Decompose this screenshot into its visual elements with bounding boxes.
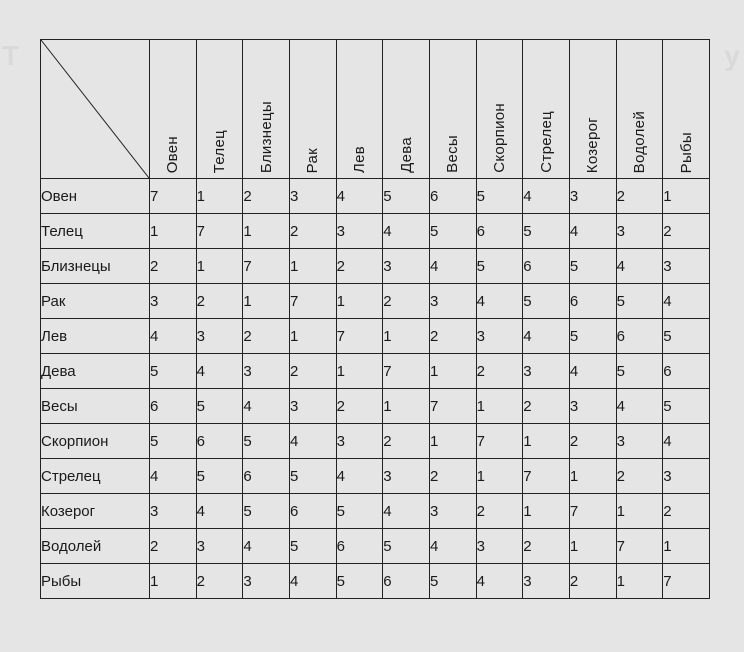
table-cell: 4	[569, 214, 616, 249]
table-cell: 4	[289, 564, 336, 599]
table-cell: 7	[196, 214, 243, 249]
table-cell: 4	[336, 179, 383, 214]
table-cell: 1	[476, 459, 523, 494]
table-cell: 6	[523, 249, 570, 284]
table-cell: 6	[429, 179, 476, 214]
row-header: Скорпион	[41, 424, 150, 459]
column-header-scorpio: Скорпион	[476, 40, 523, 179]
table-cell: 1	[289, 249, 336, 284]
table-cell: 4	[429, 249, 476, 284]
table-cell: 4	[150, 319, 197, 354]
row-header: Весы	[41, 389, 150, 424]
table-cell: 5	[429, 564, 476, 599]
table-cell: 4	[243, 389, 290, 424]
table-cell: 4	[336, 459, 383, 494]
column-header-gemini: Близнецы	[243, 40, 290, 179]
table-cell: 1	[336, 284, 383, 319]
table-cell: 5	[150, 354, 197, 389]
table-cell: 3	[663, 249, 710, 284]
table-cell: 3	[476, 529, 523, 564]
row-header: Телец	[41, 214, 150, 249]
table-cell: 6	[569, 284, 616, 319]
table-cell: 4	[289, 424, 336, 459]
table-cell: 7	[429, 389, 476, 424]
table-cell: 1	[336, 354, 383, 389]
table-cell: 5	[243, 424, 290, 459]
table-cell: 5	[289, 459, 336, 494]
table-cell: 6	[336, 529, 383, 564]
row-header: Рыбы	[41, 564, 150, 599]
table-cell: 1	[569, 459, 616, 494]
table-cell: 4	[663, 424, 710, 459]
table-cell: 3	[429, 494, 476, 529]
table-cell: 3	[336, 424, 383, 459]
table-cell: 6	[616, 319, 663, 354]
table-cell: 7	[476, 424, 523, 459]
table-cell: 1	[523, 494, 570, 529]
table-cell: 5	[569, 319, 616, 354]
table-cell: 6	[476, 214, 523, 249]
column-header-leo: Лев	[336, 40, 383, 179]
table-cell: 2	[196, 564, 243, 599]
table-cell: 5	[383, 529, 430, 564]
table-cell: 2	[336, 389, 383, 424]
table-cell: 7	[663, 564, 710, 599]
column-header-capricorn: Козерог	[569, 40, 616, 179]
row-header: Дева	[41, 354, 150, 389]
table-cell: 2	[383, 424, 430, 459]
table-cell: 4	[196, 354, 243, 389]
header-row	[41, 40, 710, 179]
row-header: Рак	[41, 284, 150, 319]
table-row	[41, 354, 710, 389]
table-cell: 4	[429, 529, 476, 564]
table-cell: 2	[150, 249, 197, 284]
column-header-pisces: Рыбы	[663, 40, 710, 179]
table-cell: 2	[289, 354, 336, 389]
table-cell: 5	[289, 529, 336, 564]
table-body	[41, 179, 710, 599]
table-cell: 4	[616, 249, 663, 284]
table-cell: 1	[616, 564, 663, 599]
table-cell: 4	[616, 389, 663, 424]
table-cell: 1	[663, 529, 710, 564]
table-cell: 3	[243, 354, 290, 389]
table-cell: 7	[569, 494, 616, 529]
table-cell: 5	[476, 179, 523, 214]
table-cell: 5	[523, 214, 570, 249]
watermark-left: Т	[2, 40, 20, 71]
table-cell: 3	[150, 494, 197, 529]
column-header-taurus: Телец	[196, 40, 243, 179]
table-cell: 3	[243, 564, 290, 599]
table-cell: 6	[663, 354, 710, 389]
table-cell: 5	[196, 389, 243, 424]
table-cell: 7	[616, 529, 663, 564]
row-header: Близнецы	[41, 249, 150, 284]
table-cell: 1	[196, 249, 243, 284]
table-cell: 1	[383, 319, 430, 354]
compatibility-table	[40, 39, 710, 599]
table-cell: 3	[289, 389, 336, 424]
row-header: Лев	[41, 319, 150, 354]
corner-cell	[41, 40, 150, 179]
table-cell: 2	[429, 459, 476, 494]
table-cell: 1	[150, 214, 197, 249]
column-header-aries: Овен	[150, 40, 197, 179]
table-cell: 7	[289, 284, 336, 319]
table-cell: 1	[196, 179, 243, 214]
table-cell: 6	[289, 494, 336, 529]
table-cell: 4	[523, 179, 570, 214]
table-cell: 5	[663, 319, 710, 354]
table-cell: 1	[150, 564, 197, 599]
table-cell: 6	[383, 564, 430, 599]
table-cell: 1	[569, 529, 616, 564]
table-cell: 1	[243, 284, 290, 319]
column-header-libra: Весы	[429, 40, 476, 179]
table-cell: 2	[523, 389, 570, 424]
table-cell: 3	[663, 459, 710, 494]
table-cell: 5	[616, 354, 663, 389]
table-cell: 1	[383, 389, 430, 424]
column-header-cancer: Рак	[289, 40, 336, 179]
table-cell: 2	[663, 494, 710, 529]
table-cell: 4	[476, 564, 523, 599]
table-row	[41, 179, 710, 214]
table-cell: 2	[476, 354, 523, 389]
row-header: Козерог	[41, 494, 150, 529]
row-header: Водолей	[41, 529, 150, 564]
table-cell: 2	[663, 214, 710, 249]
table-cell: 3	[196, 319, 243, 354]
table-cell: 7	[523, 459, 570, 494]
table-cell: 3	[429, 284, 476, 319]
table-cell: 5	[196, 459, 243, 494]
table-row	[41, 459, 710, 494]
table-cell: 2	[196, 284, 243, 319]
table-cell: 5	[523, 284, 570, 319]
table-cell: 4	[569, 354, 616, 389]
table-row	[41, 424, 710, 459]
table-cell: 5	[336, 564, 383, 599]
row-header: Стрелец	[41, 459, 150, 494]
table-cell: 4	[663, 284, 710, 319]
table-cell: 2	[429, 319, 476, 354]
table-cell: 2	[150, 529, 197, 564]
table-cell: 1	[243, 214, 290, 249]
table-cell: 7	[243, 249, 290, 284]
table-cell: 2	[523, 529, 570, 564]
table-cell: 2	[616, 179, 663, 214]
table-row	[41, 494, 710, 529]
table-cell: 3	[336, 214, 383, 249]
table-cell: 2	[616, 459, 663, 494]
table-row	[41, 249, 710, 284]
table-cell: 2	[476, 494, 523, 529]
table-cell: 2	[569, 424, 616, 459]
table-cell: 2	[383, 284, 430, 319]
table-row	[41, 389, 710, 424]
table-row	[41, 564, 710, 599]
table-cell: 3	[616, 214, 663, 249]
table-cell: 1	[523, 424, 570, 459]
watermark-right: у	[724, 40, 740, 71]
table-cell: 1	[289, 319, 336, 354]
table-cell: 5	[429, 214, 476, 249]
row-header: Овен	[41, 179, 150, 214]
table-cell: 5	[476, 249, 523, 284]
table-cell: 3	[523, 354, 570, 389]
table-cell: 4	[476, 284, 523, 319]
table-row	[41, 529, 710, 564]
table-cell: 3	[616, 424, 663, 459]
table-cell: 2	[569, 564, 616, 599]
table-cell: 4	[383, 494, 430, 529]
table-cell: 3	[569, 179, 616, 214]
table-cell: 1	[663, 179, 710, 214]
table-cell: 5	[150, 424, 197, 459]
table-cell: 5	[616, 284, 663, 319]
table-cell: 3	[383, 459, 430, 494]
table-cell: 1	[429, 354, 476, 389]
table-cell: 6	[243, 459, 290, 494]
table-cell: 2	[336, 249, 383, 284]
table-cell: 3	[383, 249, 430, 284]
table-cell: 7	[336, 319, 383, 354]
table-cell: 2	[243, 319, 290, 354]
table-cell: 3	[476, 319, 523, 354]
diagonal-divider	[41, 40, 149, 178]
table-cell: 5	[383, 179, 430, 214]
table-cell: 4	[150, 459, 197, 494]
table-cell: 1	[616, 494, 663, 529]
table-cell: 6	[196, 424, 243, 459]
table-cell: 5	[336, 494, 383, 529]
table-cell: 3	[196, 529, 243, 564]
column-header-aquarius: Водолей	[616, 40, 663, 179]
table-cell: 5	[243, 494, 290, 529]
table-cell: 1	[429, 424, 476, 459]
table-cell: 7	[150, 179, 197, 214]
table-cell: 3	[289, 179, 336, 214]
table-cell: 7	[383, 354, 430, 389]
table-cell: 3	[569, 389, 616, 424]
table-cell: 4	[523, 319, 570, 354]
table-cell: 1	[476, 389, 523, 424]
table-cell: 2	[289, 214, 336, 249]
table-cell: 3	[150, 284, 197, 319]
table-cell: 2	[243, 179, 290, 214]
table-cell: 4	[196, 494, 243, 529]
column-header-virgo: Дева	[383, 40, 430, 179]
table-cell: 3	[523, 564, 570, 599]
table-cell: 6	[150, 389, 197, 424]
table-row	[41, 284, 710, 319]
table-cell: 5	[569, 249, 616, 284]
column-header-sagittarius: Стрелец	[523, 40, 570, 179]
table-row	[41, 319, 710, 354]
table-cell: 5	[663, 389, 710, 424]
table-cell: 4	[383, 214, 430, 249]
table-cell: 4	[243, 529, 290, 564]
table-row	[41, 214, 710, 249]
